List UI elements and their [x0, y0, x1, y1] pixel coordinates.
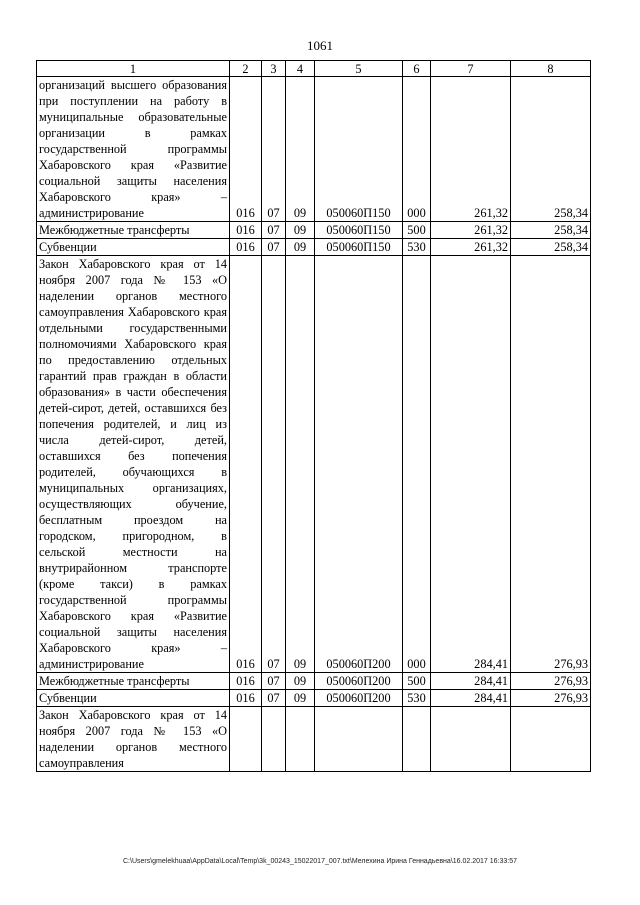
cell-subsection: 09 [286, 77, 315, 222]
cell-amount-2: 258,34 [511, 222, 591, 239]
header-col-7: 7 [431, 61, 511, 77]
table-row [37, 239, 591, 256]
row-description: Межбюджетные трансферты [37, 222, 230, 239]
cell-amount-1: 284,41 [431, 673, 511, 690]
cell-amount-2: 276,93 [511, 690, 591, 707]
cell-ministry: 016 [230, 239, 262, 256]
table-row [37, 690, 591, 707]
cell-expense-type: 530 [403, 690, 431, 707]
cell-subsection: 09 [286, 239, 315, 256]
cell-target-article: 050060П200 [315, 690, 403, 707]
cell-expense-type: 500 [403, 222, 431, 239]
cell-ministry: 016 [230, 256, 262, 673]
cell-target-article: 050060П150 [315, 222, 403, 239]
table-row [37, 707, 591, 772]
cell-amount-1: 284,41 [431, 256, 511, 673]
row-description: Субвенции [37, 239, 230, 256]
cell-amount-2: 276,93 [511, 673, 591, 690]
document-footer-path: C:\Users\gmelekhuaa\AppData\Local\Temp\3k_00243_15022017_007.txt\Мелехина Ирина Геннадьевна\16.02.2017 16:33:57 [123, 858, 517, 865]
header-col-4: 4 [286, 61, 315, 77]
row-description: Закон Хабаровского края от 14 ноября 2007 года № 153 «О наделении органов местного самоуправления Хабаровского края отдельными государственными полномочиями Хабаровского края по предоставлению отдельных гарантий прав граждан в области образования» в части обеспечения детей-сирот, детей, оставшихся без попечения родителей, и лиц из числа детей-сирот, детей, оставшихся без попечения родителей, обучающихся в муниципальных организациях, осуществляющих обучение, бесплатным проездом на городском, пригородном, в сельской местности на внутрирайонном транспорте (кроме такси) в рамках государственной программы Хабаровского края «Развитие социальной защиты населения Хабаровского края» – администрирование [37, 256, 230, 673]
header-col-5: 5 [315, 61, 403, 77]
cell-expense-type: 530 [403, 239, 431, 256]
cell-section [262, 707, 286, 772]
table-row [37, 222, 591, 239]
cell-ministry: 016 [230, 690, 262, 707]
header-col-8: 8 [511, 61, 591, 77]
row-description: Закон Хабаровского края от 14 ноября 2007 года № 153 «О наделении органов местного самоуправления [37, 707, 230, 772]
row-description: Субвенции [37, 690, 230, 707]
cell-subsection: 09 [286, 256, 315, 673]
header-col-6: 6 [403, 61, 431, 77]
table-row [37, 256, 591, 673]
cell-target-article: 050060П150 [315, 239, 403, 256]
cell-subsection: 09 [286, 222, 315, 239]
cell-subsection [286, 707, 315, 772]
header-col-3: 3 [262, 61, 286, 77]
cell-amount-2: 258,34 [511, 239, 591, 256]
cell-section: 07 [262, 690, 286, 707]
budget-table [36, 60, 591, 772]
cell-amount-2: 258,34 [511, 77, 591, 222]
header-col-1: 1 [37, 61, 230, 77]
table-row [37, 673, 591, 690]
cell-section: 07 [262, 673, 286, 690]
header-col-2: 2 [230, 61, 262, 77]
cell-amount-2: 276,93 [511, 256, 591, 673]
cell-section: 07 [262, 256, 286, 673]
cell-ministry [230, 707, 262, 772]
row-description: Межбюджетные трансферты [37, 673, 230, 690]
cell-ministry: 016 [230, 222, 262, 239]
cell-expense-type: 000 [403, 256, 431, 673]
row-description: организаций высшего образования при поступлении на работу в муниципальные образовательные организации в рамках государственной программы Хабаровского края «Развитие социальной защиты населения Хабаровского края» – администрирование [37, 77, 230, 222]
header-row [37, 61, 591, 77]
cell-amount-1: 284,41 [431, 690, 511, 707]
cell-target-article: 050060П200 [315, 256, 403, 673]
cell-section: 07 [262, 222, 286, 239]
cell-target-article: 050060П200 [315, 673, 403, 690]
cell-amount-1: 261,32 [431, 222, 511, 239]
cell-amount-1 [431, 707, 511, 772]
cell-subsection: 09 [286, 673, 315, 690]
cell-expense-type: 000 [403, 77, 431, 222]
cell-amount-1: 261,32 [431, 77, 511, 222]
cell-subsection: 09 [286, 690, 315, 707]
cell-ministry: 016 [230, 673, 262, 690]
cell-expense-type: 500 [403, 673, 431, 690]
cell-ministry: 016 [230, 77, 262, 222]
cell-target-article: 050060П150 [315, 77, 403, 222]
page-number: 1061 [307, 38, 333, 53]
cell-expense-type [403, 707, 431, 772]
table-row [37, 77, 591, 222]
cell-target-article [315, 707, 403, 772]
cell-section: 07 [262, 77, 286, 222]
cell-section: 07 [262, 239, 286, 256]
cell-amount-1: 261,32 [431, 239, 511, 256]
cell-amount-2 [511, 707, 591, 772]
